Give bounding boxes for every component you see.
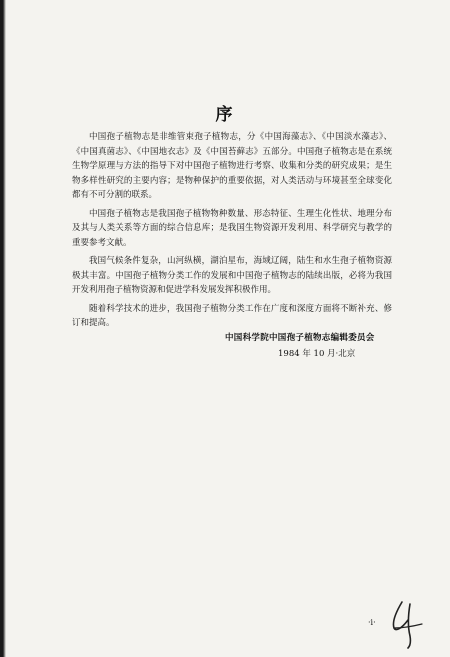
page-number: ·i· — [368, 618, 376, 627]
scan-edge-shadow — [0, 0, 6, 657]
signature-organization: 中国科学院中国孢子植物志编辑委员会 — [225, 333, 375, 343]
preface-body — [72, 130, 392, 335]
signature-date: 1984 年 10 月·北京 — [278, 349, 356, 359]
handwritten-mark-icon — [388, 598, 432, 650]
paragraph-2: 中国孢子植物志是我国孢子植物物种数量、形态特征、生理生化性状、地理分布及其与人类关系等方面的综合信息库；是我国生物资源开发利用、科学研究与教学的重要参考文献。 — [72, 208, 392, 248]
paragraph-1: 中国孢子植物志是非维管束孢子植物志，分《中国海藻志》、《中国淡水藻志》、《中国真菌志》、《中国地衣志》及《中国苔藓志》五部分。中国孢子植物志是在系统生物学原理与方法的指导下对中国孢子植物进行考察、收集和分类的研究成果；是生物多样性研究的主要内容；是物种保护的重要依据，对人类活动与环境甚至全球变化都有不可分割的联系。 — [72, 132, 392, 200]
paragraph-4: 随着科学技术的进步，我国孢子植物分类工作在广度和深度方面将不断补充、修订和提高。 — [72, 303, 392, 328]
page-title: 序 — [215, 105, 235, 125]
paragraph-3: 我国气候条件复杂，山河纵横，湖泊星布，海域辽阔，陆生和水生孢子植物资源极其丰富。中国孢子植物分类工作的发展和中国孢子植物志的陆续出版，必将为我国开发利用孢子植物资源和促进学科发展发挥积极作用。 — [72, 256, 392, 295]
